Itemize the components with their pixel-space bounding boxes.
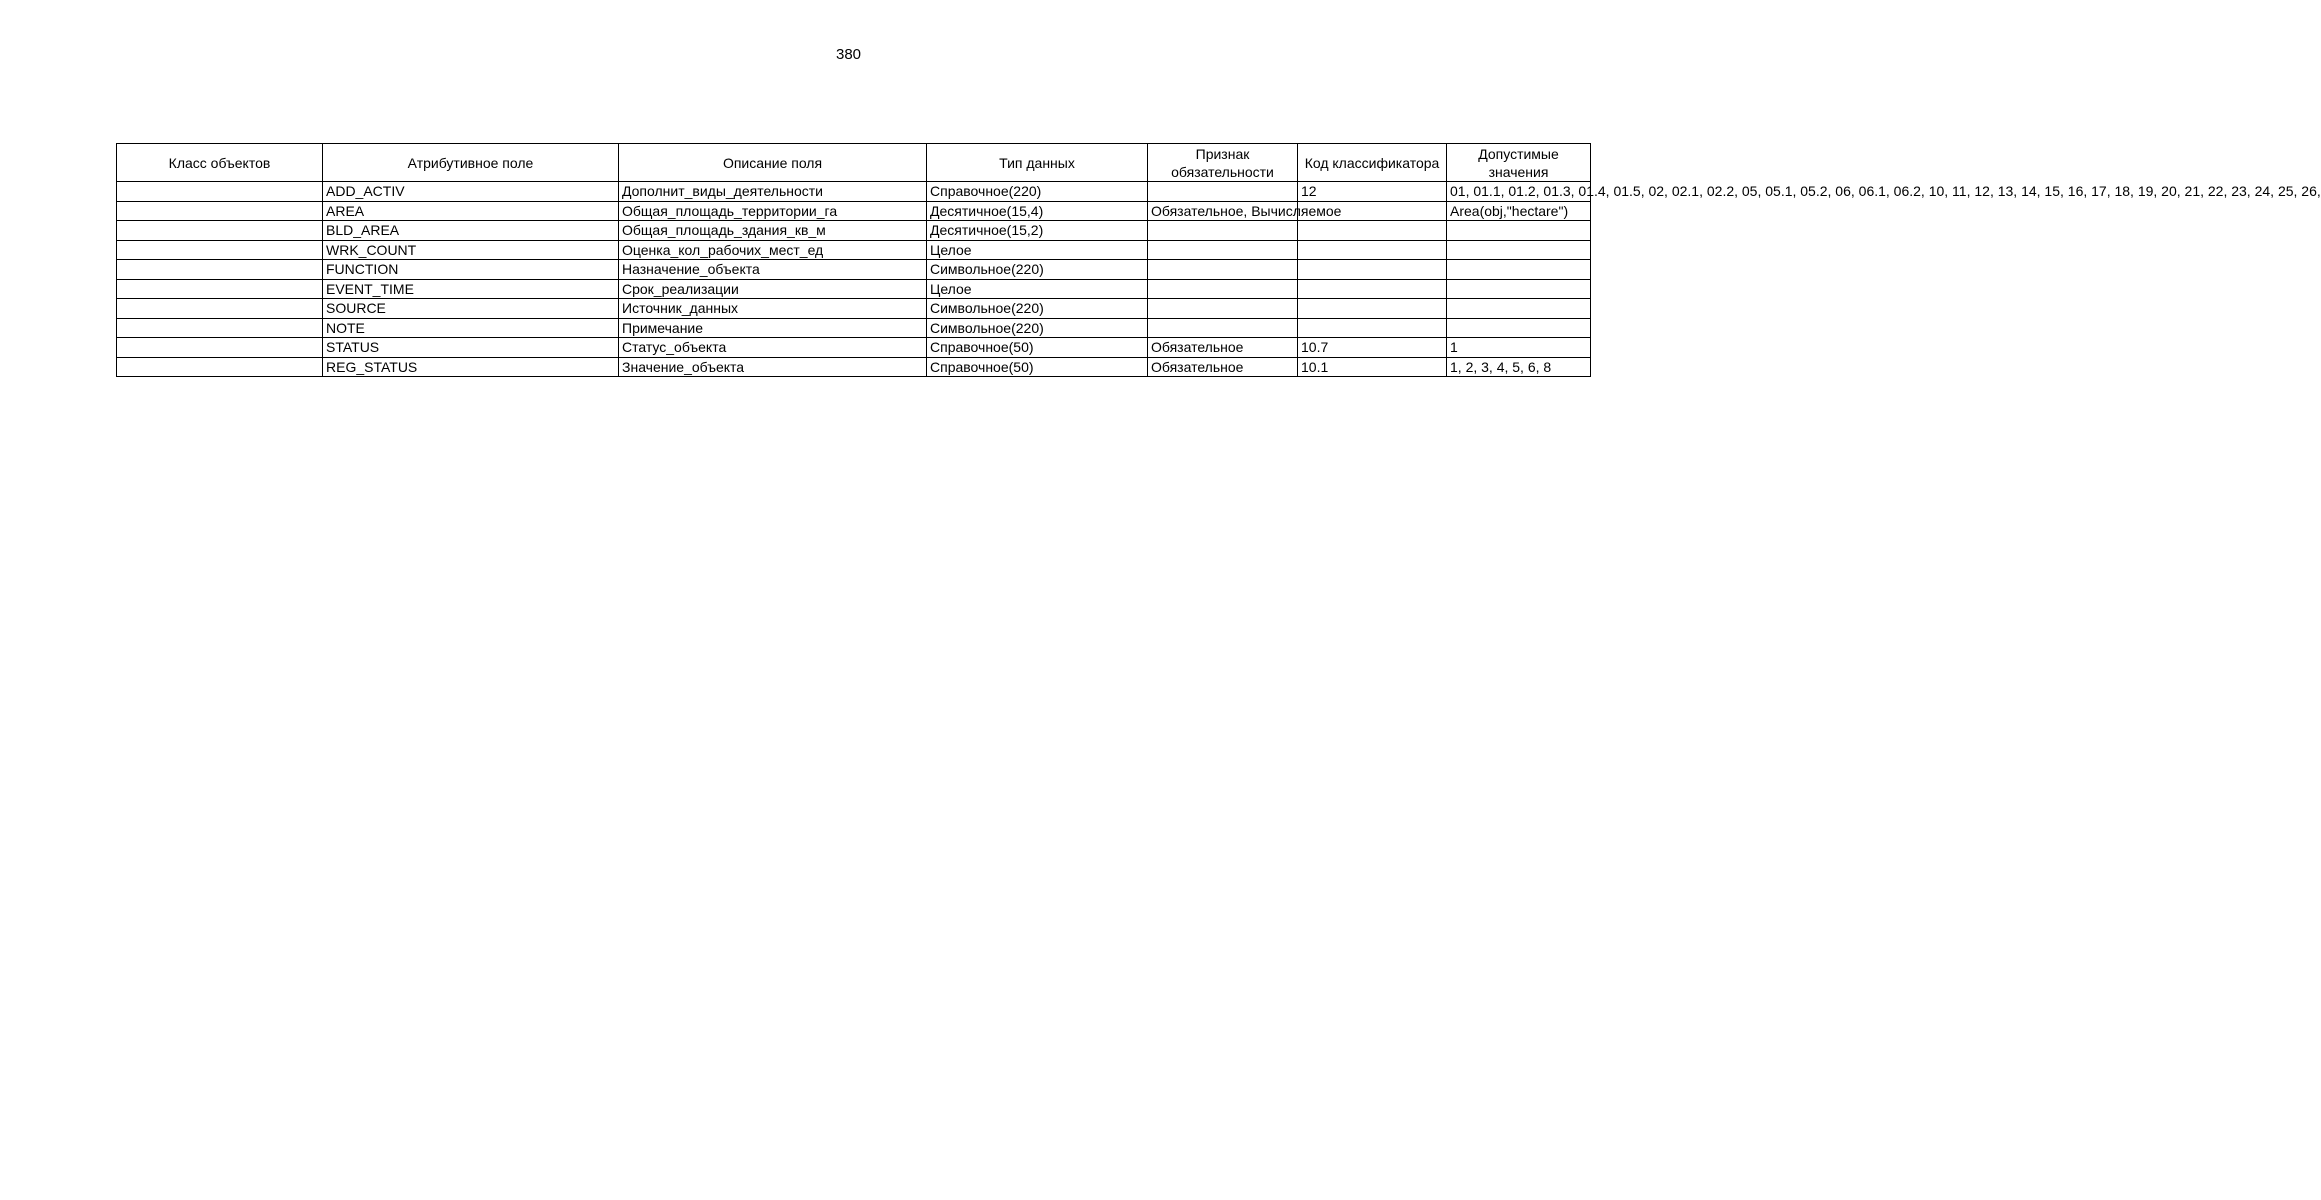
cell-required: Обязательное bbox=[1148, 357, 1298, 377]
cell-code bbox=[1298, 299, 1447, 319]
cell-description: Назначение_объекта bbox=[619, 260, 927, 280]
cell-required bbox=[1148, 260, 1298, 280]
cell-required bbox=[1148, 318, 1298, 338]
table-row bbox=[117, 221, 1591, 241]
cell-description: Статус_объекта bbox=[619, 338, 927, 358]
cell-required: Обязательное, Вычисляемое bbox=[1148, 201, 1298, 221]
cell-values: 1 bbox=[1447, 338, 1591, 358]
cell-description: Примечание bbox=[619, 318, 927, 338]
cell-required bbox=[1148, 182, 1298, 202]
cell-field: AREA bbox=[323, 201, 619, 221]
cell-values bbox=[1447, 299, 1591, 319]
table-row bbox=[117, 182, 1591, 202]
cell-field: EVENT_TIME bbox=[323, 279, 619, 299]
cell-class bbox=[117, 279, 323, 299]
cell-type: Десятичное(15,4) bbox=[927, 201, 1148, 221]
cell-code bbox=[1298, 260, 1447, 280]
cell-type: Справочное(50) bbox=[927, 338, 1148, 358]
cell-type: Целое bbox=[927, 279, 1148, 299]
table-row bbox=[117, 240, 1591, 260]
cell-description: Общая_площадь_территории_га bbox=[619, 201, 927, 221]
cell-description: Срок_реализации bbox=[619, 279, 927, 299]
cell-required: Обязательное bbox=[1148, 338, 1298, 358]
cell-type: Десятичное(15,2) bbox=[927, 221, 1148, 241]
cell-field: ADD_ACTIV bbox=[323, 182, 619, 202]
column-header-values: Допустимые значения bbox=[1447, 144, 1591, 182]
cell-type: Справочное(50) bbox=[927, 357, 1148, 377]
cell-field: FUNCTION bbox=[323, 260, 619, 280]
cell-class bbox=[117, 357, 323, 377]
cell-code: 10.1 bbox=[1298, 357, 1447, 377]
cell-class bbox=[117, 221, 323, 241]
cell-values: 1, 2, 3, 4, 5, 6, 8 bbox=[1447, 357, 1591, 377]
cell-class bbox=[117, 338, 323, 358]
column-header-required: Признак обязательности bbox=[1148, 144, 1298, 182]
cell-field: WRK_COUNT bbox=[323, 240, 619, 260]
cell-type: Символьное(220) bbox=[927, 260, 1148, 280]
column-header-field: Атрибутивное поле bbox=[323, 144, 619, 182]
table-row bbox=[117, 260, 1591, 280]
attribute-table bbox=[116, 143, 2321, 377]
cell-required bbox=[1148, 299, 1298, 319]
table-header-row bbox=[117, 144, 1591, 182]
cell-class bbox=[117, 299, 323, 319]
column-header-class: Класс объектов bbox=[117, 144, 323, 182]
cell-required bbox=[1148, 221, 1298, 241]
column-header-code: Код классификатора bbox=[1298, 144, 1447, 182]
table-row bbox=[117, 357, 1591, 377]
cell-field: SOURCE bbox=[323, 299, 619, 319]
cell-code bbox=[1298, 221, 1447, 241]
cell-class bbox=[117, 260, 323, 280]
cell-required bbox=[1148, 240, 1298, 260]
table-row bbox=[117, 299, 1591, 319]
table-row bbox=[117, 279, 1591, 299]
cell-required bbox=[1148, 279, 1298, 299]
column-header-type: Тип данных bbox=[927, 144, 1148, 182]
cell-description: Общая_площадь_здания_кв_м bbox=[619, 221, 927, 241]
cell-class bbox=[117, 182, 323, 202]
cell-field: REG_STATUS bbox=[323, 357, 619, 377]
cell-type: Символьное(220) bbox=[927, 318, 1148, 338]
cell-values bbox=[1447, 279, 1591, 299]
cell-values bbox=[1447, 240, 1591, 260]
cell-description: Источник_данных bbox=[619, 299, 927, 319]
column-header-description: Описание поля bbox=[619, 144, 927, 182]
cell-type: Целое bbox=[927, 240, 1148, 260]
cell-description: Оценка_кол_рабочих_мест_ед bbox=[619, 240, 927, 260]
cell-field: BLD_AREA bbox=[323, 221, 619, 241]
cell-class bbox=[117, 318, 323, 338]
cell-values bbox=[1447, 221, 1591, 241]
cell-type: Справочное(220) bbox=[927, 182, 1148, 202]
cell-values: Area(obj,"hectare") bbox=[1447, 201, 1591, 221]
cell-code bbox=[1298, 318, 1447, 338]
cell-values bbox=[1447, 318, 1591, 338]
table-row bbox=[117, 318, 1591, 338]
cell-type: Символьное(220) bbox=[927, 299, 1148, 319]
cell-values bbox=[1447, 260, 1591, 280]
cell-description: Значение_объекта bbox=[619, 357, 927, 377]
cell-code bbox=[1298, 279, 1447, 299]
cell-class bbox=[117, 240, 323, 260]
table-row bbox=[117, 338, 1591, 358]
cell-field: NOTE bbox=[323, 318, 619, 338]
cell-field: STATUS bbox=[323, 338, 619, 358]
table-row bbox=[117, 201, 1591, 221]
cell-values: 01, 01.1, 01.2, 01.3, 01.4, 01.5, 02, 02.1, 02.2, 05, 05.1, 05.2, 06, 06.1, 06.2, 10, 11, 12, 13, 14, 15, 16, 17, 18, 19, 20, 21, 22, 23, 24, 25, 26, bbox=[1447, 182, 1591, 202]
cell-code: 10.7 bbox=[1298, 338, 1447, 358]
cell-description: Дополнит_виды_деятельности bbox=[619, 182, 927, 202]
cell-class bbox=[117, 201, 323, 221]
cell-code bbox=[1298, 240, 1447, 260]
cell-code: 12 bbox=[1298, 182, 1447, 202]
page-number: 380 bbox=[835, 46, 862, 63]
